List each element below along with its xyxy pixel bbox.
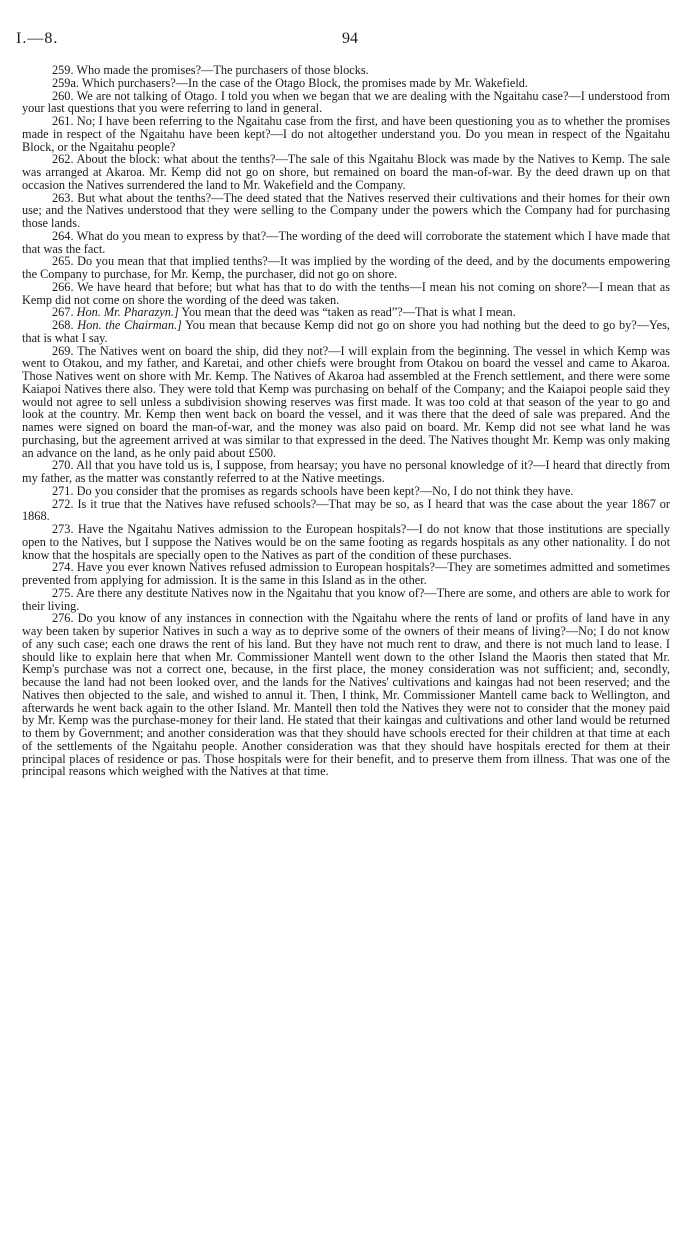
question-paragraph	[22, 319, 670, 345]
document-body	[22, 64, 670, 778]
question-paragraph	[22, 230, 670, 256]
question-paragraph	[22, 281, 670, 307]
question-answer-text: Have you ever known Natives refused admission to European hospitals?—They are sometimes admitted and sometimes prevented from applying for admission. It is the same in this Island as in the other.	[22, 560, 670, 587]
question-answer-text: But what about the tenths?—The deed stated that the Natives reserved their cultivations and their homes for their own use; and the Natives understood that they were selling to the Company under the powers which the Company had for purchasing those lands.	[22, 190, 670, 230]
question-answer-text: Do you mean that that implied tenths?—It was implied by the wording of the deed, and by the documents empowering the Company to purchase, for Mr. Kemp, the purchaser, did not go on shore.	[22, 254, 670, 281]
question-number: 269.	[52, 343, 74, 358]
question-number: 259.	[52, 63, 74, 77]
question-paragraph	[22, 255, 670, 281]
question-answer-text: Are there any destitute Natives now in the Ngaitahu that you know of?—There are some, and others are able to work for their living.	[22, 585, 670, 613]
question-answer-text: We have heard that before; but what has that to do with the tenths—I mean his not coming on shore?—I mean that as Kemp did not come on shore the wording of the deed was taken.	[22, 279, 671, 307]
question-number: 264.	[52, 228, 74, 243]
question-number: 266.	[52, 279, 74, 294]
question-answer-text: You mean that because Kemp did not go on shore you had nothing but the deed to go by?—Yes, that is what I say.	[22, 318, 671, 345]
question-answer-text: Do you consider that the promises as regards schools have been kept?—No, I do not think they have.	[76, 483, 574, 498]
question-answer-text: All that you have told us is, I suppose, from hearsay; you have no personal knowledge of it?—I heard that directly from my father, as the matter was constantly referred to at the Native meetings.	[22, 458, 670, 485]
question-answer-text: We are not talking of Otago. I told you when we began that we are dealing with the Ngaitahu case?—I understood from your last questions that you were referring to land in general.	[22, 88, 670, 116]
question-paragraph	[22, 90, 670, 116]
question-number: 265.	[52, 254, 74, 269]
question-paragraph	[22, 153, 670, 191]
question-answer-text: The Natives went on board the ship, did they not?—I will explain from the beginning. The vessel in which Kemp was went to Otakou, and my father, and Karetai, and other chiefs were brought from Otakou on board the vessel and came to Akaroa. Those Natives went on shore with Mr. Kemp. The Natives of Akaroa had assembled at the French settlement, and there were some Kaiapoi Natives there also. They were told that Kemp was purchasing on behalf of the Company; and the Kaiapoi people said they would not agree to sell unless a subdivision showing reserves was first made. It was too cold at that season of the year to go and look at the country. Mr. Kemp then went back on board the vessel, and it was there that the deed of sale was prepared. And the names were signed on board the man-of-war, and the money was also paid on board. Mr. Kemp did not see what land he was purchasing, but the agreement arrived at was similar to that expressed in the deed. The Natives thought Mr. Kemp was only making an advance on the land, as he only paid about £500.	[22, 343, 671, 460]
question-paragraph	[22, 459, 670, 485]
question-answer-text: You mean that the deed was “taken as read”?—That is what I mean.	[181, 305, 516, 320]
question-answer-text: Which purchasers?—In the case of the Otago Block, the promises made by Mr. Wakefield.	[81, 75, 528, 90]
question-paragraph	[22, 561, 670, 587]
question-answer-text: Do you know of any instances in connection with the Ngaitahu where the rents of land or profits of land have in any way been taken by superior Natives in such a way as to deprive some of the owners of their means of living?—No; I do not know of any such case; each one draws the rent of his land. But they have not much rent to draw, and there is not much land to lease. I should like to explain here that when Mr. Commissioner Mantell went down to the other Island the Maoris then stated that Mr. Kemp's purchase was not a correct one, because, in the first place, the money consideration was not sufficient; and, secondly, because the land had not been looked over, and the lands for the Natives' cultivations and kaingas had not been reserved; and the Natives then objected to the sale, and wished to annul it. Then, I think, Mr. Commissioner Mantell came back to Wellington, and afterwards he went back again to the other Island. Mr. Mantell then told the Natives they were not to consider that the money paid by Mr. Kemp was the purchase-money for their land. He stated that their kaingas and cultivations and other land would be returned to them by Government; and another consideration was that they should have schools erected for their children at that time at each of the settlements of the Ngaitahu people. Another consideration was that they should have hospitals erected for them at their principal places of residence or pas. Those hospitals were for their benefit, and to preserve them from illness. That was one of the principal reasons which weighed with the Natives at that time.	[22, 611, 671, 779]
speaker-label: Hon. Mr. Pharazyn.]	[76, 305, 179, 320]
speaker-label: Hon. the Chairman.]	[77, 318, 182, 332]
question-answer-text: No; I have been referring to the Ngaitahu case from the first, and have been questioning you as to whether the promises made in respect of the Ngaitahu have been kept?—I do not altogether understand you. Do you mean in respect of the Ngaitahu Block, or the Ngaitahu people?	[22, 114, 671, 154]
question-number: 274.	[52, 560, 74, 575]
question-number: 275.	[52, 585, 74, 600]
question-answer-text: Have the Ngaitahu Natives admission to the European hospitals?—I do not know that those institutions are specially open to the Natives, but I suppose the Natives would be on the same footing as regards hospitals as any other nationality. I do not know that the hospitals are specially open to the Natives as part of the condition of these purchases.	[22, 522, 670, 562]
question-number: 260.	[52, 88, 74, 103]
question-answer-text: Is it true that the Natives have refused schools?—That may be so, as I heard that was the case about the year 1867 or 1868.	[22, 496, 670, 524]
question-number: 268.	[52, 318, 74, 332]
question-answer-text: Who made the promises?—The purchasers of those blocks.	[76, 63, 369, 77]
question-number: 267.	[52, 305, 74, 320]
question-number: 272.	[52, 496, 74, 511]
question-paragraph	[22, 587, 670, 613]
page-number: 94	[342, 30, 358, 47]
question-paragraph	[22, 498, 670, 524]
question-paragraph	[22, 523, 670, 561]
question-answer-text: About the block: what about the tenths?—The sale of this Ngaitahu Block was made by the Natives to Kemp. The sale was arranged at Akaroa. Mr. Kemp did not go on shore, but remained on board the man-of-war. By the deed drawn up on that occasion the Natives surrendered the land to Mr. Wakefield and the Company.	[22, 152, 670, 192]
section-reference: I.—8.	[16, 30, 59, 47]
question-paragraph	[22, 115, 670, 153]
question-paragraph	[22, 192, 670, 230]
question-number: 259a.	[52, 75, 79, 90]
question-number: 276.	[52, 611, 74, 626]
question-number: 271.	[52, 483, 74, 498]
question-number: 261.	[52, 114, 74, 128]
question-paragraph	[22, 345, 670, 460]
question-number: 273.	[52, 522, 74, 536]
question-paragraph	[22, 612, 670, 778]
question-number: 262.	[52, 152, 74, 167]
question-answer-text: What do you mean to express by that?—The wording of the deed will corroborate the statement which I have made that that was the fact.	[22, 228, 671, 256]
question-number: 270.	[52, 458, 74, 473]
question-number: 263.	[52, 190, 74, 205]
